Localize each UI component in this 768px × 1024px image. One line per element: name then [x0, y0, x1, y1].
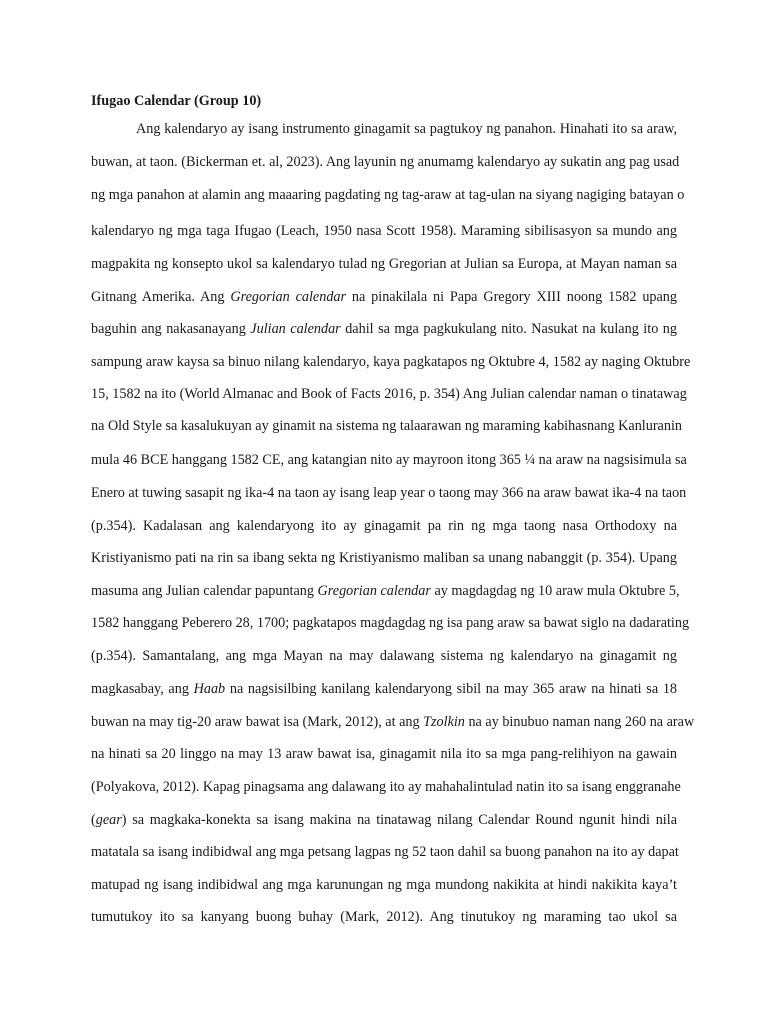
text-run: (p.354). Kadalasan ang kalendaryong ito ay ginagamit pa rin ng mga taong nasa Orthodoxy na [91, 518, 677, 534]
text-run: buwan, at taon. (Bickerman et. al, 2023). Ang layunin ng anumamg kalendaryo ay sukatin ang pag usad [91, 154, 680, 170]
paragraph-line [91, 712, 695, 732]
text-run: Kristiyanismo pati na rin sa ibang sekta ng Kristiyanismo maliban sa unang nabanggit (p. 354). Upang [91, 550, 677, 566]
paragraph-line [91, 679, 677, 699]
paragraph-line [91, 875, 677, 895]
text-run: kalendaryo ng mga taga Ifugao (Leach, 1950 nasa Scott 1958). Maraming sibilisasyon sa mundo ang [91, 223, 677, 239]
text-run: magkasabay, ang [91, 681, 194, 697]
paragraph-line [91, 810, 677, 830]
paragraph-line [91, 548, 677, 568]
text-run: (Polyakova, 2012). Kapag pinagsama ang dalawang ito ay mahahalintulad natin ito sa isang enggranahe [91, 779, 681, 795]
paragraph-line [91, 483, 687, 503]
text-run: baguhin ang nakasanayang [91, 321, 251, 337]
text-run: Gitnang Amerika. Ang [91, 289, 231, 305]
paragraph-line [91, 907, 677, 927]
paragraph-line [91, 613, 690, 633]
text-run: na hinati sa 20 linggo na may 13 araw bawat isa, ginagamit nila ito sa mga pang-relihiyon na gawain [91, 746, 677, 762]
text-run: (p.354). Samantalang, ang mga Mayan na may dalawang sistema ng kalendaryo na ginagamit ng [91, 648, 677, 664]
text-run: ay magdagdag ng 10 araw mula Oktubre 5, [430, 583, 680, 599]
italic-run: gear [95, 812, 122, 828]
text-run: na pinakilala ni Papa Gregory XIII noong 1582 upang [346, 289, 677, 305]
document-title: Ifugao Calendar (Group 10) [91, 93, 262, 109]
italic-run: Gregorian calendar [230, 289, 347, 305]
paragraph-line [91, 416, 682, 436]
paragraph-line [91, 287, 677, 307]
text-run: Enero at tuwing sasapit ng ika-4 na taon ay isang leap year o taong may 366 na araw bawat ika-4 na taon [91, 485, 687, 501]
italic-run: Haab [193, 681, 226, 697]
italic-run: Julian calendar [250, 321, 341, 337]
paragraph-line [91, 744, 677, 764]
text-run: tumutukoy ito sa kanyang buong buhay (Mark, 2012). Ang tinutukoy ng maraming tao ukol sa [91, 909, 677, 925]
text-run: dahil sa mga pagkukulang nito. Nasukat na kulang ito ng [340, 321, 677, 337]
paragraph-line [91, 221, 677, 241]
paragraph-line [91, 777, 681, 797]
text-run: ( [91, 812, 96, 828]
paragraph-line [91, 516, 677, 536]
paragraph-line [136, 119, 677, 139]
text-run: buwan na may tig-20 araw bawat isa (Mark, 2012), at ang [91, 714, 424, 730]
text-run: 15, 1582 na ito (World Almanac and Book of Facts 2016, p. 354) Ang Julian calendar naman o tinatawag [91, 386, 687, 402]
paragraph-line [91, 646, 677, 666]
paragraph-line [91, 842, 677, 862]
text-run: matatala sa isang indibidwal ang mga petsang lagpas ng 52 taon dahil sa buong panahon na ito ay dapat [91, 844, 679, 860]
text-run: matupad ng isang indibidwal ang mga karunungan ng mga mundong nakikita at hindi nakikita kaya’t [91, 877, 677, 893]
paragraph-line [91, 384, 687, 404]
italic-run: Gregorian calendar [317, 583, 431, 599]
text-run: na Old Style sa kasalukuyan ay ginamit na sistema ng talaarawan ng maraming kabihasnang Kanluranin [91, 418, 682, 434]
paragraph-line [91, 185, 685, 205]
text-run: ng mga panahon at alamin ang maaaring pagdating ng tag-araw at tag-ulan na siyang nagiging batayan o [91, 187, 685, 203]
text-run: 1582 hanggang Peberero 28, 1700; pagkatapos magdagdag ng isa pang araw sa bawat siglo na dadarating [91, 615, 690, 631]
text-run: na ay binubuo naman nang 260 na araw [464, 714, 695, 730]
paragraph-line [91, 450, 687, 470]
text-run: magpakita ng konsepto ukol sa kalendaryo tulad ng Gregorian at Julian sa Europa, at Mayan naman sa [91, 256, 677, 272]
text-run: sampung araw kaysa sa binuo nilang kalendaryo, kaya pagkatapos ng Oktubre 4, 1582 ay naging Oktubre [91, 354, 691, 370]
text-run: mula 46 BCE hanggang 1582 CE, ang katangian nito ay mayroon itong 365 ¼ na araw na nagsisimula sa [91, 452, 687, 468]
text-run: masuma ang Julian calendar papuntang [91, 583, 318, 599]
text-run: ) sa magkaka-konekta sa isang makina na tinatawag nilang Calendar Round ngunit hindi nila [121, 812, 677, 828]
paragraph-line [91, 152, 680, 172]
paragraph-line [91, 319, 677, 339]
italic-run: Tzolkin [423, 714, 465, 730]
paragraph-line [91, 581, 680, 601]
text-run: na nagsisilbing kanilang kalendaryong sibil na may 365 araw na hinati sa 18 [225, 681, 678, 697]
paragraph-line [91, 254, 677, 274]
text-run: Ang kalendaryo ay isang instrumento ginagamit sa pagtukoy ng panahon. Hinahati ito sa araw, [136, 121, 677, 137]
paragraph-line [91, 352, 691, 372]
